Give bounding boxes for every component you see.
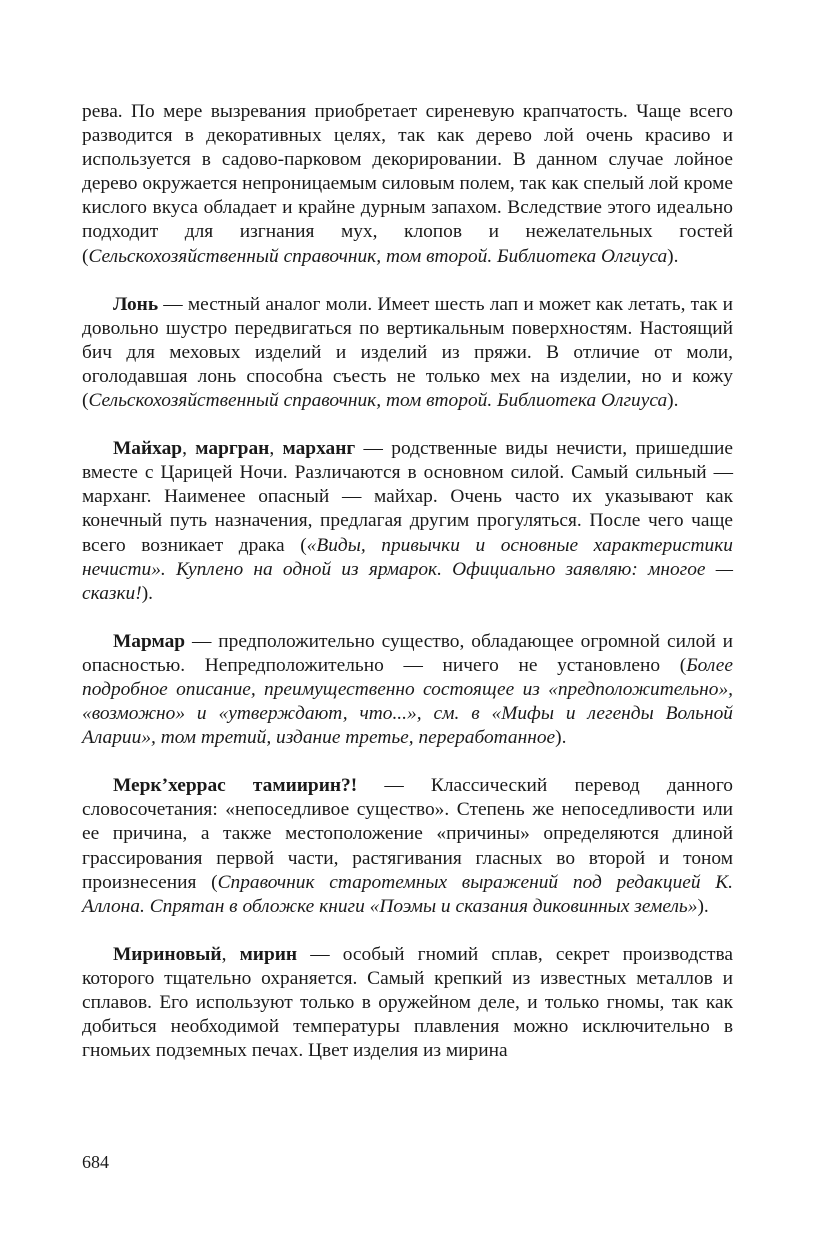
entry-term: Мириновый xyxy=(113,943,222,965)
text-segment: ). xyxy=(141,582,153,604)
entry-definition: — местный аналог моли. Имеет шесть лап и может как летать, так и довольно шустро передвигаться по вертикальным поверхностям. Настоящий бич для меховых изделий и изделий из пряжи. В отличие от моли, оголодавшая лонь способна съесть не только мех на изделии, но и кожу ( xyxy=(82,293,733,412)
text-segment: , xyxy=(269,438,283,460)
source-citation: Справочник старотемных выражений под редакцией К. Аллона. Спрятан в обложке книги «Поэмы и сказания диковинных земель» xyxy=(82,871,733,917)
entry-definition: — родственные виды нечисти, пришедшие вместе с Царицей Ночи. Различаются в основном силой. Самый сильный — марханг. Наименее опасный — майхар. Очень часто их указывают как конечный путь назначения, предлагая другим прогуляться. После чего чаще всего возникает драка ( xyxy=(82,438,733,556)
text-segment: ). xyxy=(667,245,679,267)
entry-term: марханг xyxy=(282,438,356,460)
source-citation: Сельскохозяйственный справочник, том второй. Библиотека Олгиуса xyxy=(88,390,668,412)
source-citation: Сельскохозяйственный справочник, том второй. Библиотека Олгиуса xyxy=(88,245,668,267)
entry-term: Лонь xyxy=(113,293,159,315)
text-segment: рева. По мере вызревания приобретает сиреневую крапчатость. Чаще всего разводится в декоративных целях, так как дерево лой очень красиво и используется в садово-парковом декорировании. В данном случае лойное дерево окружается непроницаемым силовым полем, так как спелый лой кроме кислого вкуса обладает и крайне дурным запахом. Вследствие этого идеально подходит для изгнания мух, клопов и нежелательных гостей ( xyxy=(82,101,733,267)
text-segment: ). xyxy=(667,390,679,412)
entry-term: Мармар xyxy=(113,630,186,652)
entry-definition: — Классический перевод данного словосочетания: «непоседливое существо». Степень же непоседливости или ее причина, а также местоположение «причины» определяются длиной грассирования первой части, растягивания гласных во второй и тоном произнесения ( xyxy=(82,775,733,893)
source-citation: «Виды, привычки и основные характеристики нечисти». Куплено на одной из ярмарок. Официально заявляю: многое — сказки! xyxy=(82,534,733,604)
entry-term: мирин xyxy=(239,943,298,965)
entry-definition: — предположительно существо, обладающее огромной силой и опасностью. Непредположительно — ничего не установлено ( xyxy=(82,630,733,676)
text-segment: ). xyxy=(555,727,567,749)
paragraph-entry-lon xyxy=(82,293,733,413)
text-segment: , xyxy=(182,438,196,460)
book-page-body xyxy=(82,100,733,1063)
page-number: 684 xyxy=(82,1152,109,1172)
paragraph-entry-maykhar xyxy=(82,437,733,606)
text-segment: ). xyxy=(697,895,709,917)
text-segment: , xyxy=(221,943,240,965)
paragraph-entry-merkherras xyxy=(82,774,733,919)
paragraph-entry-mirin xyxy=(82,943,733,1063)
entry-term: Мерк’херрас тамиирин?! xyxy=(113,775,358,797)
paragraph-loy-continuation xyxy=(82,100,733,269)
entry-definition: — особый гномий сплав, секрет производства которого тщательно охраняется. Самый крепкий из известных металлов и сплавов. Его используют только в оружейном деле, и только гномы, так как добиться необходимой температуры плавления можно исключительно в гномьих подземных печах. Цвет изделия из мирина xyxy=(82,943,733,1062)
paragraph-entry-marmar xyxy=(82,630,733,750)
entry-term: маргран xyxy=(195,438,270,460)
source-citation: Более подробное описание, преимущественно состоящее из «предположительно», «возможно» и «утверждают, что...», см. в «Мифы и легенды Вольной Аларии», том третий, издание третье, переработанное xyxy=(82,654,733,749)
entry-term: Майхар xyxy=(113,438,183,460)
